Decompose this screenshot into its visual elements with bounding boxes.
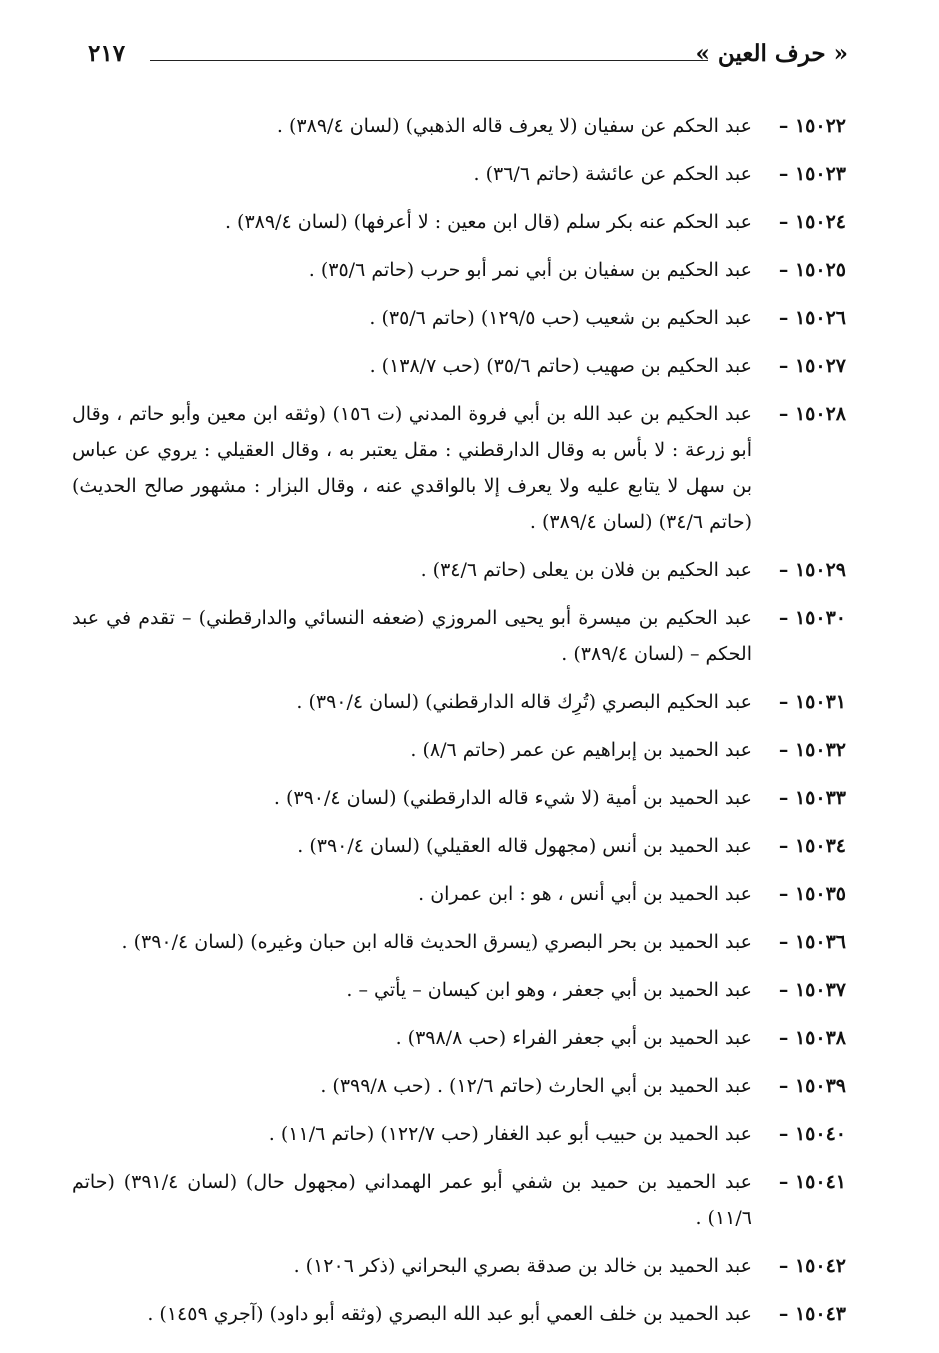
entry-number: ١٥٠٢٦ – [778,307,846,329]
entry-text: عبد الحميد بن خالد بن صدقة بصري البحراني (ذكر ١٢٠٦) . [293,1255,752,1277]
header-rule [150,60,708,61]
entry-text: عبد الحميد بن أبي جعفر الفراء (حب ٣٩٨/٨) . [395,1027,752,1049]
entry-text: عبد الحميد بن أبي أنس ، هو : ابن عمران . [418,883,752,905]
entry-text: عبد الحميد بن خلف العمي أبو عبد الله البصري (وثقه أبو داود) (آجري ١٤٥٩) . [147,1303,752,1325]
entry-number: ١٥٠٢٨ – [778,403,846,425]
entry-number: ١٥٠٢٢ – [778,115,846,137]
list-item [72,1248,846,1284]
list-item [72,204,846,240]
page-number: ٢١٧ [88,40,126,67]
list-item [72,1020,846,1056]
list-item [72,348,846,384]
entry-text: عبد الحكيم بن صهيب (حاتم ٣٥/٦) (حب ١٣٨/٧) . [369,355,752,377]
entry-number: ١٥٠٣٧ – [778,979,846,1001]
list-item [72,732,846,768]
entry-text: عبد الحكيم بن عبد الله بن أبي فروة المدني (ت ١٥٦) (وثقه ابن معين وأبو حاتم ، وقال أبو زرعة : لا بأس به وقال الدارقطني : مقل يعتبر به ، وقال العقيلي : يروي عن عباس بن سهل لا يتابع عليه ولا يعرف إلا بالواقدي عنه ، وقال البزار : مشهور صالح الحديث) (حاتم ٣٤/٦) (لسان ٣٨٩/٤) . [72,403,752,533]
entry-list [72,108,846,1344]
entry-text: عبد الحكيم بن فلان بن يعلى (حاتم ٣٤/٦) . [420,559,752,581]
entry-number: ١٥٠٤٢ – [778,1255,846,1277]
entry-number: ١٥٠٤١ – [778,1171,846,1193]
page-header [88,38,848,78]
entry-text: عبد الحكيم بن ميسرة أبو يحيى المروزي (ضعفه النسائي والدارقطني) – تقدم في عبد الحكم – (لسان ٣٨٩/٤) . [72,607,752,665]
entry-text: عبد الحميد بن أمية (لا شيء قاله الدارقطني) (لسان ٣٩٠/٤) . [273,787,752,809]
entry-text: عبد الحكيم بن سفيان بن أبي نمر أبو حرب (حاتم ٣٥/٦) . [308,259,752,281]
entry-text: عبد الحكم عن عائشة (حاتم ٣٦/٦) . [473,163,752,185]
entry-number: ١٥٠٣٨ – [778,1027,846,1049]
list-item [72,300,846,336]
entry-text: عبد الحميد بن حميد بن شفي أبو عمر الهمداني (مجهول حال) (لسان ٣٩١/٤) (حاتم ١١/٦) . [72,1171,752,1229]
entry-number: ١٥٠٣١ – [778,691,846,713]
entry-text: عبد الحميد بن إبراهيم عن عمر (حاتم ٨/٦) . [410,739,752,761]
list-item [72,252,846,288]
entry-text: عبد الحكم عن سفيان (لا يعرف قاله الذهبي) (لسان ٣٨٩/٤) . [276,115,752,137]
entry-text: عبد الحميد بن أبي الحارث (حاتم ١٢/٦) . (حب ٣٩٩/٨) . [320,1075,752,1097]
entry-text: عبد الحكيم البصري (تُرِك قاله الدارقطني) (لسان ٣٩٠/٤) . [296,691,752,713]
chapter-title: « حرف العين » [695,40,848,67]
entry-number: ١٥٠٢٤ – [778,211,846,233]
entry-number: ١٥٠٢٩ – [778,559,846,581]
entry-text: عبد الحميد بن أبي جعفر ، وهو ابن كيسان – يأتي – . [346,979,752,1001]
entry-number: ١٥٠٣٩ – [778,1075,846,1097]
entry-number: ١٥٠٣٢ – [778,739,846,761]
list-item [72,972,846,1008]
list-item [72,108,846,144]
entry-number: ١٥٠٢٧ – [778,355,846,377]
entry-number: ١٥٠٣٥ – [778,883,846,905]
entry-text: عبد الحكم عنه بكر سلم (قال ابن معين : لا أعرفها) (لسان ٣٨٩/٤) . [224,211,752,233]
list-item [72,396,846,540]
entry-number: ١٥٠٣٦ – [778,931,846,953]
list-item [72,156,846,192]
entry-number: ١٥٠٣٤ – [778,835,846,857]
entry-number: ١٥٠٢٣ – [778,163,846,185]
entry-number: ١٥٠٢٥ – [778,259,846,281]
entry-number: ١٥٠٣٣ – [778,787,846,809]
entry-text: عبد الحميد بن أنس (مجهول قاله العقيلي) (لسان ٣٩٠/٤) . [297,835,752,857]
list-item [72,780,846,816]
entry-text: عبد الحميد بن بحر البصري (يسرق الحديث قاله ابن حبان وغيره) (لسان ٣٩٠/٤) . [121,931,752,953]
list-item [72,552,846,588]
list-item [72,1296,846,1332]
list-item [72,600,846,672]
entry-number: ١٥٠٤٠ – [778,1123,846,1145]
entry-number: ١٥٠٤٣ – [778,1303,846,1325]
list-item [72,876,846,912]
list-item [72,684,846,720]
list-item [72,924,846,960]
entry-text: عبد الحميد بن حبيب أبو عبد الغفار (حب ١٢٢/٧) (حاتم ١١/٦) . [268,1123,752,1145]
entry-text: عبد الحكيم بن شعيب (حب ١٢٩/٥) (حاتم ٣٥/٦) . [369,307,752,329]
list-item [72,1116,846,1152]
list-item [72,1164,846,1236]
list-item [72,828,846,864]
list-item [72,1068,846,1104]
entry-number: ١٥٠٣٠ – [778,607,846,629]
